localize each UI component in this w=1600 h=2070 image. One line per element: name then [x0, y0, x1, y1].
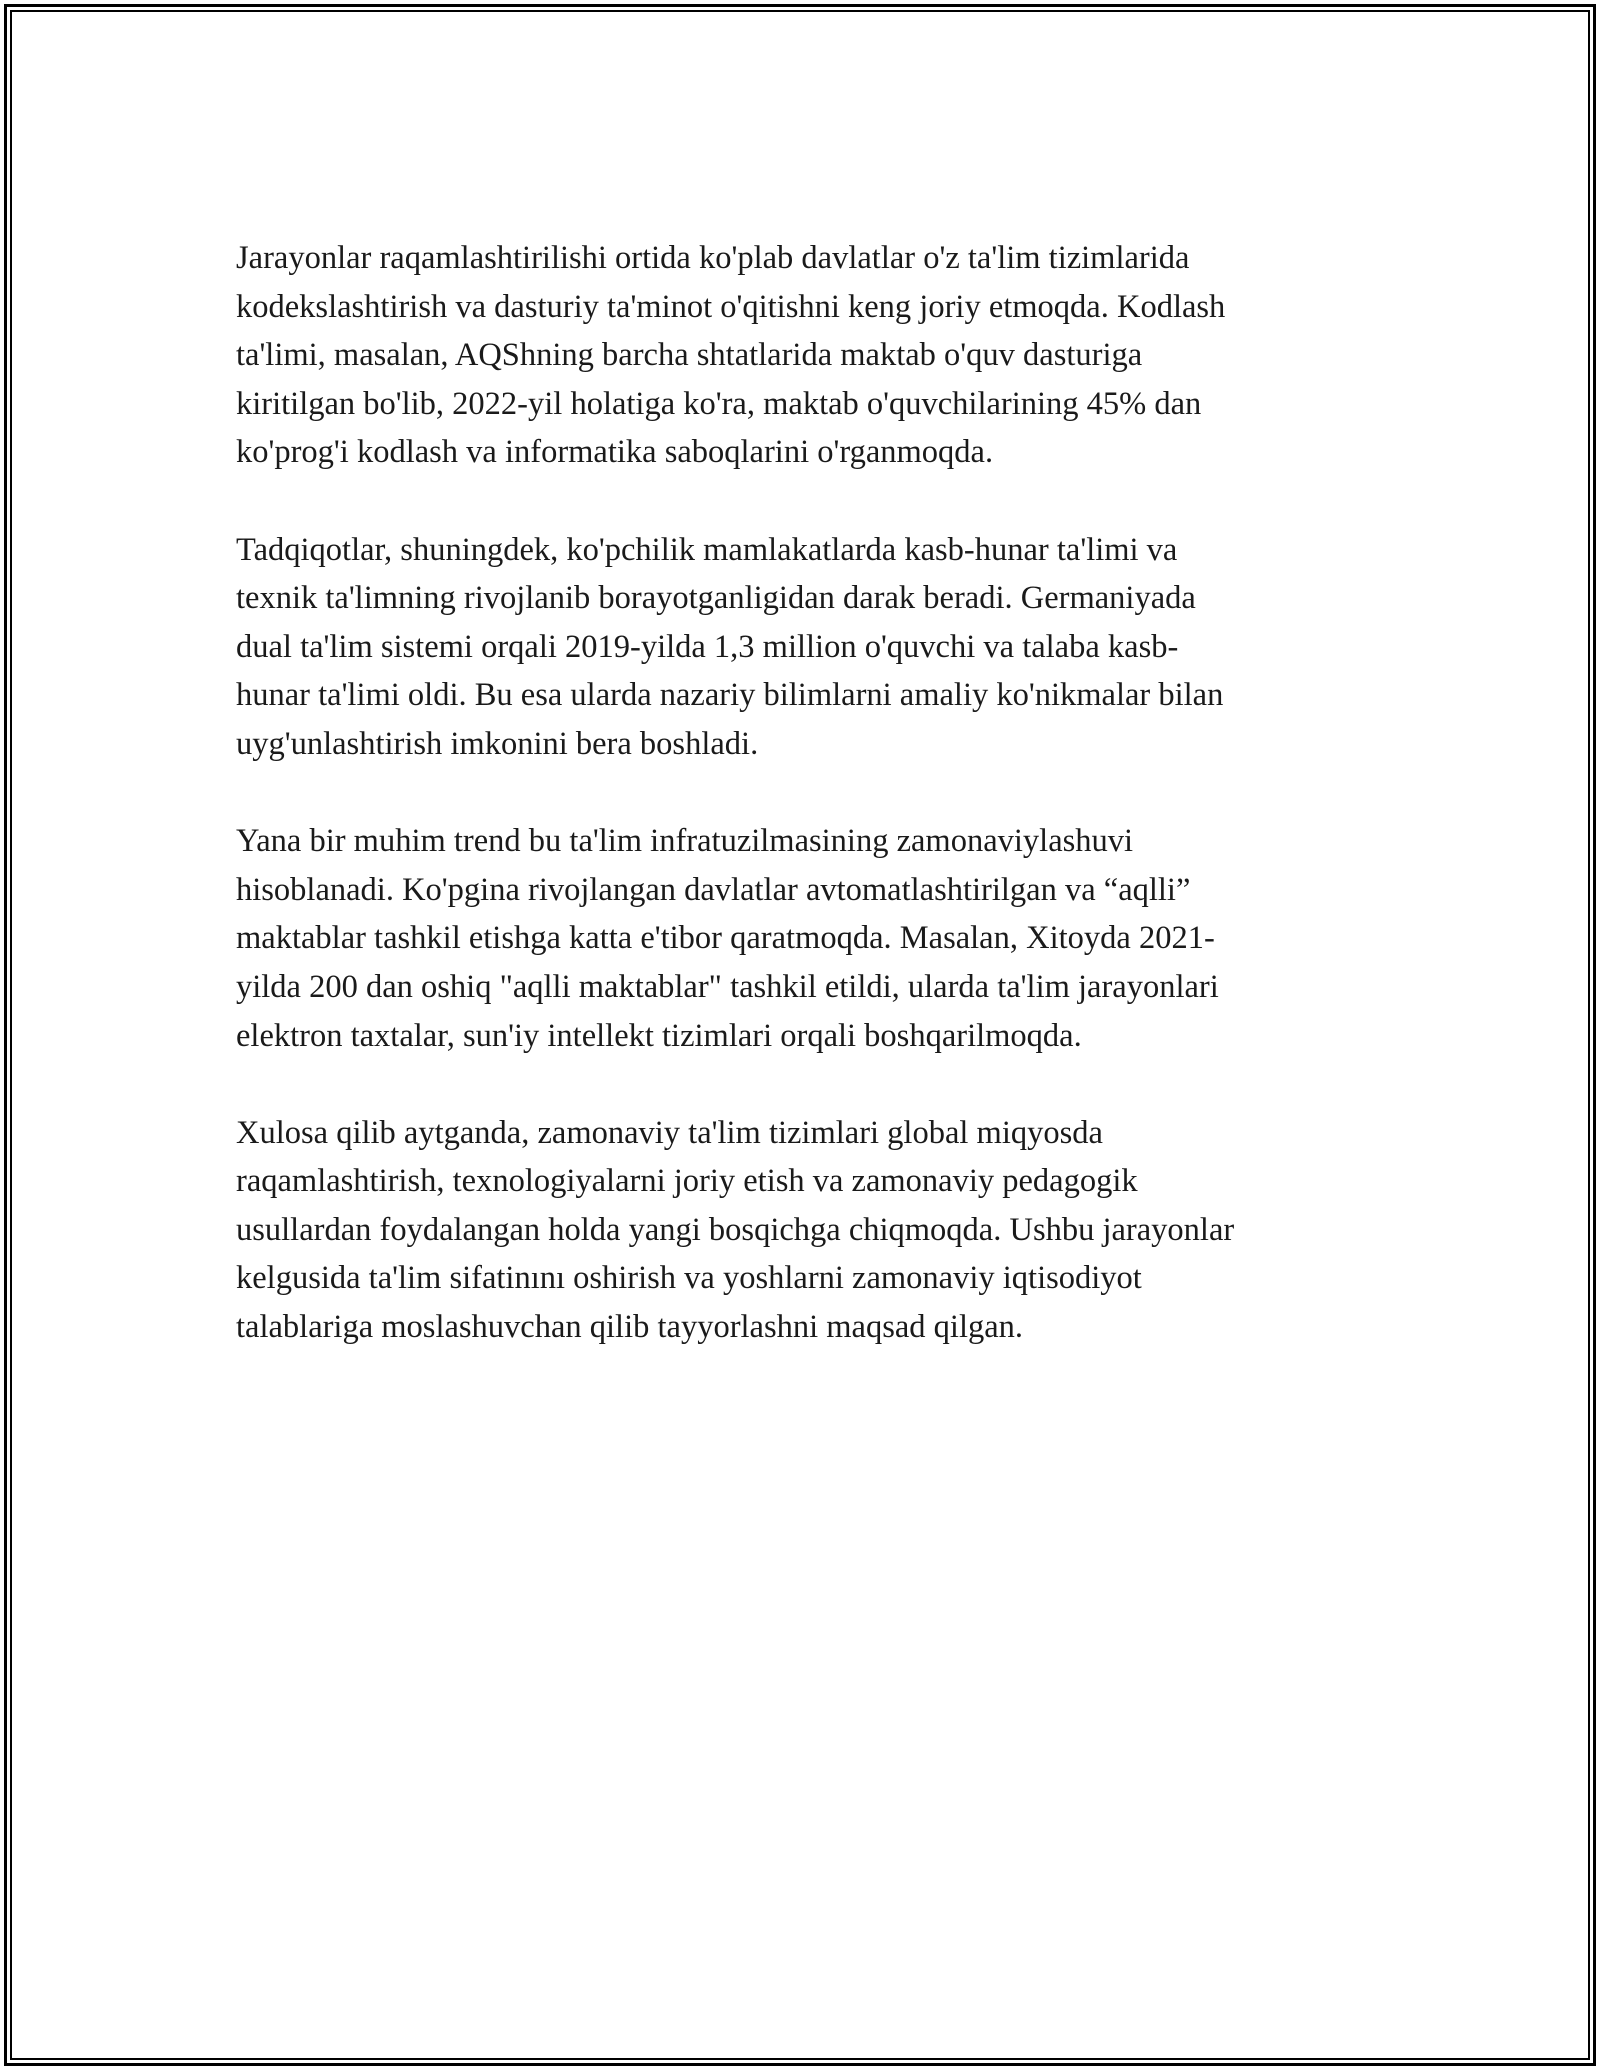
paragraph-1: [236, 234, 1376, 477]
paragraph-line: Yana bir muhim trend bu ta'lim infratuzilmasining zamonaviylashuvi: [236, 823, 1134, 860]
document-body: [236, 234, 1376, 1400]
paragraph-line: hunar ta'limi oldi. Bu esa ularda nazariy bilimlarni amaliy ko'nikmalar bilan: [236, 677, 1224, 714]
paragraph-3: [236, 817, 1376, 1060]
paragraph-line: elektron taxtalar, sun'iy intellekt tizimlari orqali boshqarilmoqda.: [236, 1017, 1082, 1054]
paragraph-line: Jarayonlar raqamlashtirilishi ortida ko'plab davlatlar o'z ta'lim tizimlarida: [236, 240, 1190, 276]
paragraph-line: ta'limi, masalan, AQShning barcha shtatlarida maktab o'quv dasturiga: [236, 337, 1143, 374]
paragraph-line: kiritilgan bo'lib, 2022-yil holatiga ko'ra, maktab o'quvchilarining 45% dan: [236, 385, 1202, 422]
paragraph-line: hisoblanadi. Ko'pgina rivojlangan davlatlar avtomatlashtirilgan va “aqlli”: [236, 871, 1191, 908]
paragraph-4: [236, 1109, 1376, 1352]
paragraph-line: Tadqiqotlar, shuningdek, ko'pchilik mamlakatlarda kasb-hunar ta'limi va: [236, 531, 1178, 568]
paragraph-line: usullardan foydalangan holda yangi bosqichga chiqmoqda. Ushbu jarayonlar: [236, 1211, 1235, 1248]
paragraph-line: ko'prog'i kodlash va informatika saboqlarini o'rganmoqda.: [236, 434, 994, 471]
paragraph-line: kelgusida ta'lim sifatinını oshirish va yoshlarni zamonaviy iqtisodiyot: [236, 1260, 1142, 1297]
paragraph-line: dual ta'lim sistemi orqali 2019-yilda 1,3 million o'quvchi va talaba kasb-: [236, 628, 1179, 665]
paragraph-line: uyg'unlashtirish imkonini bera boshladi.: [236, 725, 759, 762]
paragraph-2: [236, 526, 1376, 769]
paragraph-line: maktablar tashkil etishga katta e'tibor qaratmoqda. Masalan, Xitoyda 2021-: [236, 920, 1215, 957]
paragraph-line: kodekslashtirish va dasturiy ta'minot o'qitishni keng joriy etmoqda. Kodlash: [236, 288, 1226, 325]
paragraph-line: Xulosa qilib aytganda, zamonaviy ta'lim tizimlari global miqyosda: [236, 1114, 1103, 1151]
paragraph-line: raqamlashtirish, texnologiyalarni joriy etish va zamonaviy pedagogik: [236, 1163, 1138, 1200]
paragraph-line: texnik ta'limning rivojlanib borayotganligidan darak beradi. Germaniyada: [236, 580, 1196, 617]
paragraph-line: yilda 200 dan oshiq "aqlli maktablar" tashkil etildi, ularda ta'lim jarayonlari: [236, 968, 1219, 1005]
paragraph-line: talablariga moslashuvchan qilib tayyorlashni maqsad qilgan.: [236, 1309, 1024, 1346]
